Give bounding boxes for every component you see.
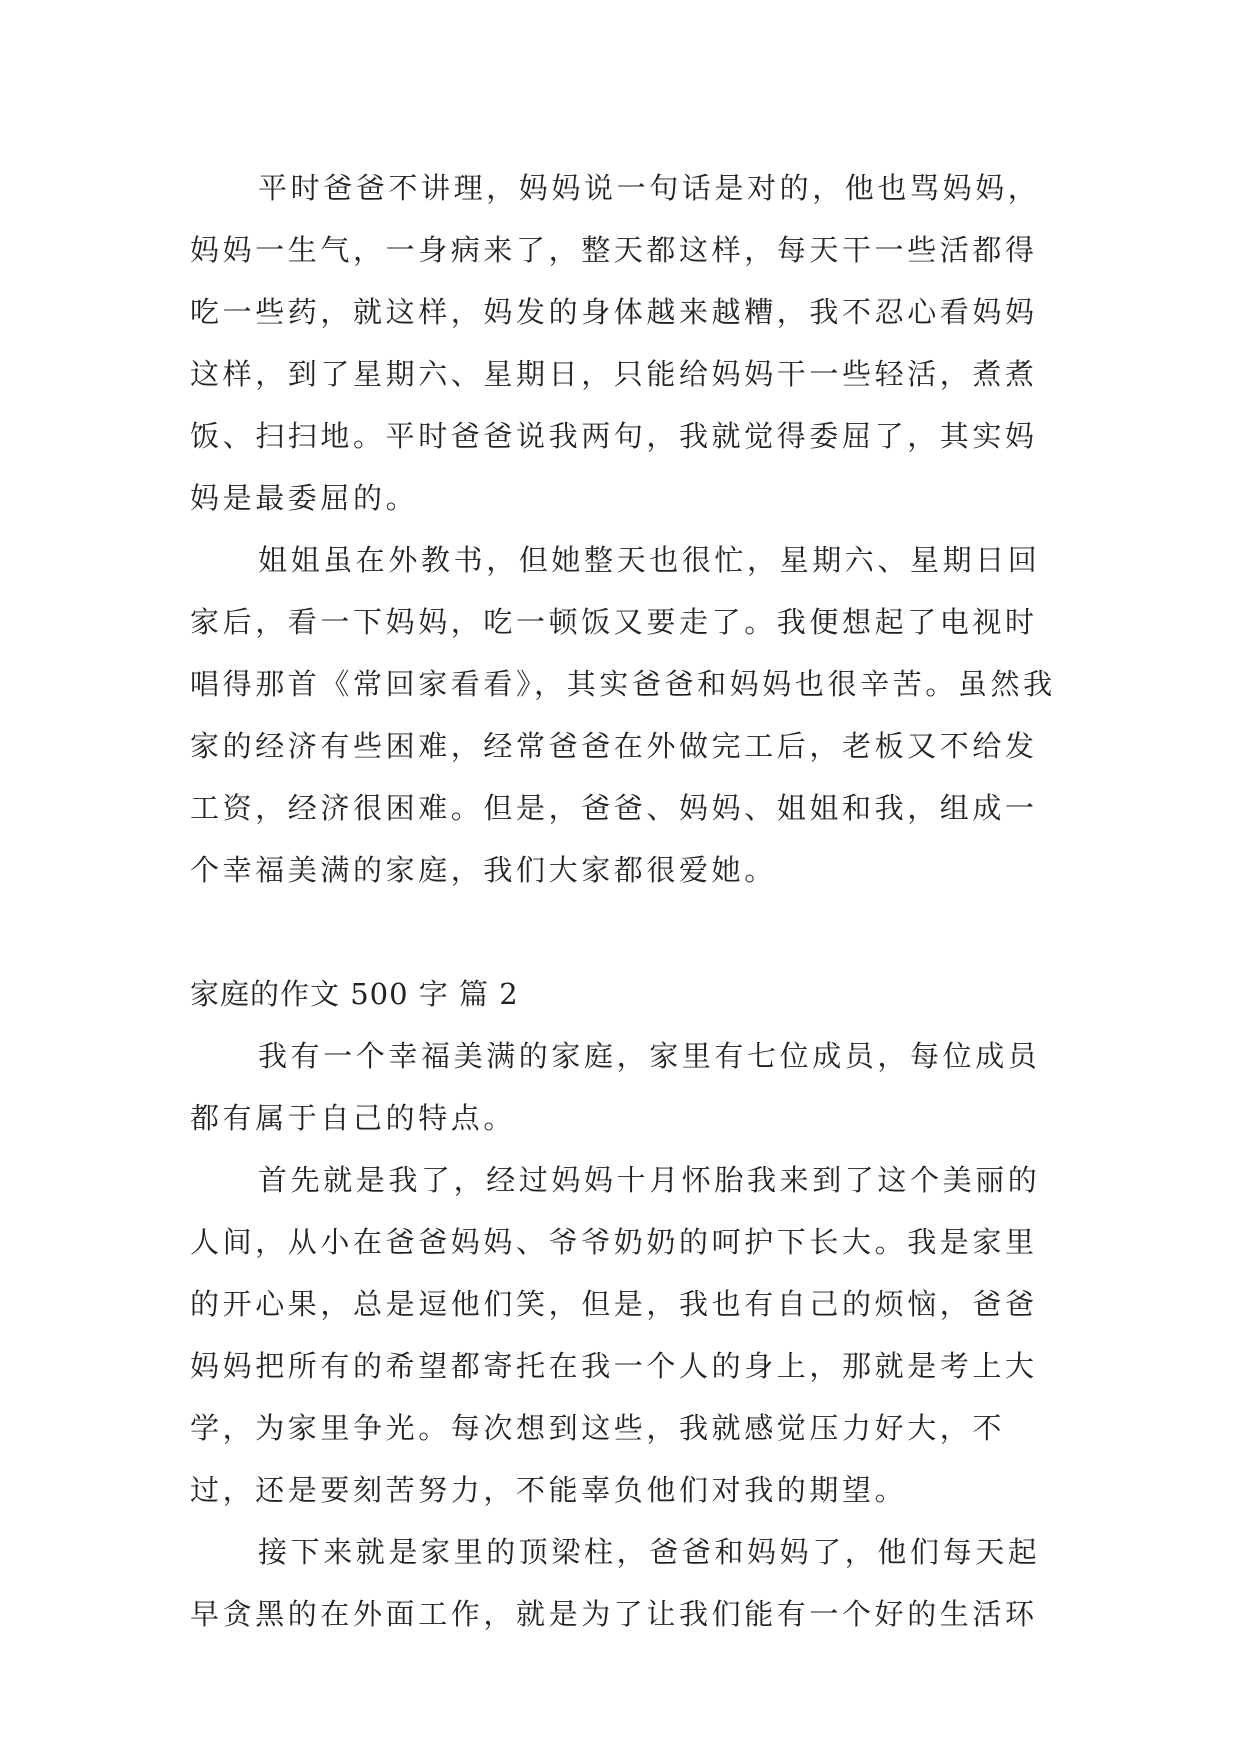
paragraph: 姐姐虽在外教书，但她整天也很忙，星期六、星期日回家后，看一下妈妈，吃一顿饭又要走了。我便想起了电视时唱得那首《常回家看看》，其实爸爸和妈妈也很辛苦。虽然我家的经济有些困难，经常爸爸在外做完工后，老板又不给发工资，经济很困难。但是，爸爸、妈妈、姐姐和我，组成一个幸福美满的家庭，我们大家都很爱她。 bbox=[190, 543, 1056, 887]
paragraph: 接下来就是家里的顶梁柱，爸爸和妈妈了，他们每天起早贪黑的在外面工作，就是为了让我们能有一个好的生活环 bbox=[190, 1535, 1041, 1631]
paragraph: 我有一个幸福美满的家庭，家里有七位成员，每位成员都有属于自己的特点。 bbox=[190, 1039, 1041, 1135]
paragraph: 平时爸爸不讲理，妈妈说一句话是对的，他也骂妈妈，妈妈一生气，一身病来了，整天都这样，每天干一些活都得吃一些药，就这样，妈发的身体越来越糟，我不忍心看妈妈这样，到了星期六、星期日，只能给妈妈干一些轻活，煮煮饭、扫扫地。平时爸爸说我两句，我就觉得委屈了，其实妈妈是最委屈的。 bbox=[190, 171, 1041, 515]
document-body bbox=[190, 157, 1060, 1645]
section-heading: 家庭的作文 500 字 篇 2 bbox=[190, 977, 519, 1011]
paragraph: 首先就是我了，经过妈妈十月怀胎我来到了这个美丽的人间，从小在爸爸妈妈、爷爷奶奶的呵护下长大。我是家里的开心果，总是逗他们笑，但是，我也有自己的烦恼，爸爸妈妈把所有的希望都寄托在我一个人的身上，那就是考上大学，为家里争光。每次想到这些，我就感觉压力好大，不过，还是要刻苦努力，不能辜负他们对我的期望。 bbox=[190, 1163, 1041, 1507]
